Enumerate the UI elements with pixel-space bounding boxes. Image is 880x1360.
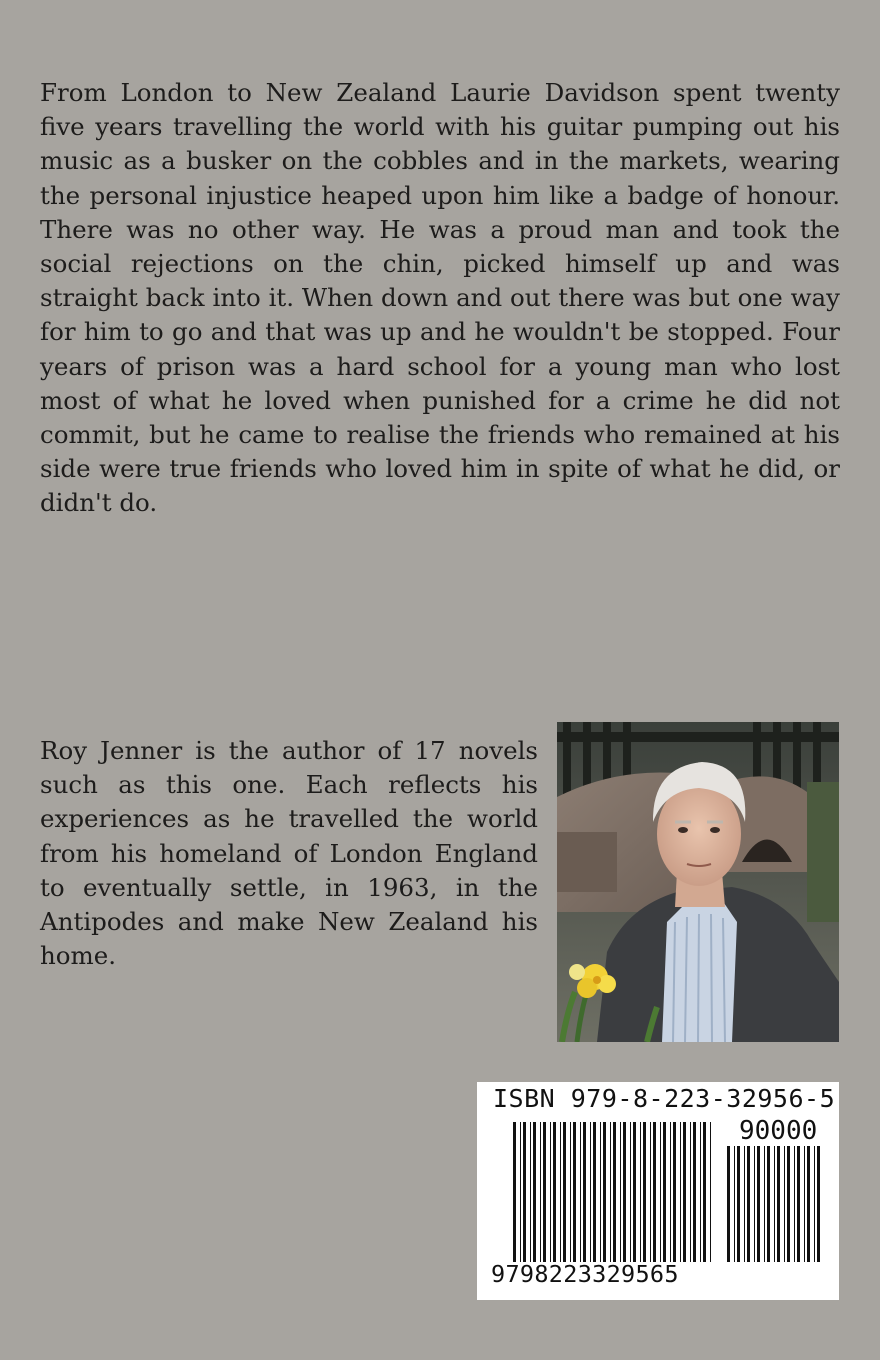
barcode-bar bbox=[737, 1146, 740, 1262]
barcode-bar bbox=[690, 1122, 691, 1262]
ean-digits: 9798223329565 bbox=[491, 1260, 679, 1288]
barcode-bar bbox=[787, 1146, 790, 1262]
barcode-bar bbox=[663, 1122, 666, 1262]
barcode-bar bbox=[623, 1122, 626, 1262]
barcode-bar bbox=[603, 1122, 606, 1262]
barcode-bar bbox=[757, 1146, 760, 1262]
barcode-bar bbox=[673, 1122, 676, 1262]
barcode-bar bbox=[520, 1122, 521, 1262]
barcode-bar bbox=[633, 1122, 636, 1262]
barcode-bar bbox=[710, 1122, 711, 1262]
barcode-bar bbox=[583, 1122, 586, 1262]
barcode-bar bbox=[593, 1122, 596, 1262]
barcode-bar bbox=[804, 1146, 805, 1262]
barcode-bar bbox=[807, 1146, 810, 1262]
barcode-bar bbox=[680, 1122, 681, 1262]
barcode-bar bbox=[727, 1146, 730, 1262]
barcode-bar bbox=[747, 1146, 750, 1262]
barcode-bar bbox=[543, 1122, 546, 1262]
barcode-bar bbox=[590, 1122, 591, 1262]
barcode-bar bbox=[563, 1122, 566, 1262]
barcode-bar bbox=[754, 1146, 755, 1262]
barcode-bar bbox=[744, 1146, 745, 1262]
barcode-bar bbox=[777, 1146, 780, 1262]
barcode-bar bbox=[513, 1122, 516, 1262]
barcode-bar bbox=[764, 1146, 765, 1262]
barcode-bar bbox=[703, 1122, 706, 1262]
barcode-bar bbox=[693, 1122, 696, 1262]
barcode-bar bbox=[797, 1146, 800, 1262]
barcode-bar bbox=[784, 1146, 785, 1262]
barcode-bar bbox=[540, 1122, 541, 1262]
price-code: 90000 bbox=[739, 1116, 818, 1146]
barcode-bar bbox=[523, 1122, 526, 1262]
barcode-bar bbox=[613, 1122, 616, 1262]
barcode-bar bbox=[734, 1146, 735, 1262]
barcode-bar bbox=[560, 1122, 561, 1262]
barcode-bar bbox=[683, 1122, 686, 1262]
barcode-bar bbox=[530, 1122, 531, 1262]
barcode-bar bbox=[630, 1122, 631, 1262]
barcode-bar bbox=[573, 1122, 576, 1262]
barcode-bar bbox=[610, 1122, 611, 1262]
barcode-bar bbox=[794, 1146, 795, 1262]
barcode-bar bbox=[817, 1146, 820, 1262]
isbn-label: ISBN 979-8-223-32956-5 bbox=[493, 1084, 836, 1113]
barcode-bar bbox=[600, 1122, 601, 1262]
barcode-bar bbox=[814, 1146, 815, 1262]
barcode-bar bbox=[570, 1122, 571, 1262]
barcode-bar bbox=[553, 1122, 556, 1262]
barcode-bar bbox=[533, 1122, 536, 1262]
author-bio: Roy Jenner is the author of 17 novels such as this one. Each reflects his experiences as he travelled the world from his homeland of London England to eventually settle, in 1963, in the Antipodes and make New Zealand his home. bbox=[40, 736, 538, 971]
isbn-barcode bbox=[477, 1082, 839, 1300]
barcode-bar bbox=[550, 1122, 551, 1262]
barcode-bar bbox=[767, 1146, 770, 1262]
barcode-bar bbox=[620, 1122, 621, 1262]
barcode-bar bbox=[670, 1122, 671, 1262]
back-cover-blurb: From London to New Zealand Laurie Davidson spent twenty five years travelling the world with his guitar pumping out his music as a busker on the cobbles and in the markets, wearing the personal injustice heaped upon him like a badge of honour. There was no other way. He was a proud man and took the social rejections on the chin, picked himself up and was straight back into it. When down and out there was but one way for him to go and that was up and he wouldn't be stopped. Four years of prison was a hard school for a young man who lost most of what he loved when punished for a crime he did not commit, but he came to realise the friends who remained at his side were true friends who loved him in spite of what he did, or didn't do. bbox=[40, 78, 840, 518]
barcode-bar bbox=[653, 1122, 656, 1262]
barcode-bar bbox=[580, 1122, 581, 1262]
barcode-bar bbox=[660, 1122, 661, 1262]
barcode-bar bbox=[643, 1122, 646, 1262]
author-photo bbox=[557, 722, 839, 1042]
barcode-bar bbox=[700, 1122, 701, 1262]
barcode-bar bbox=[774, 1146, 775, 1262]
barcode-bar bbox=[650, 1122, 651, 1262]
barcode-bar bbox=[640, 1122, 641, 1262]
